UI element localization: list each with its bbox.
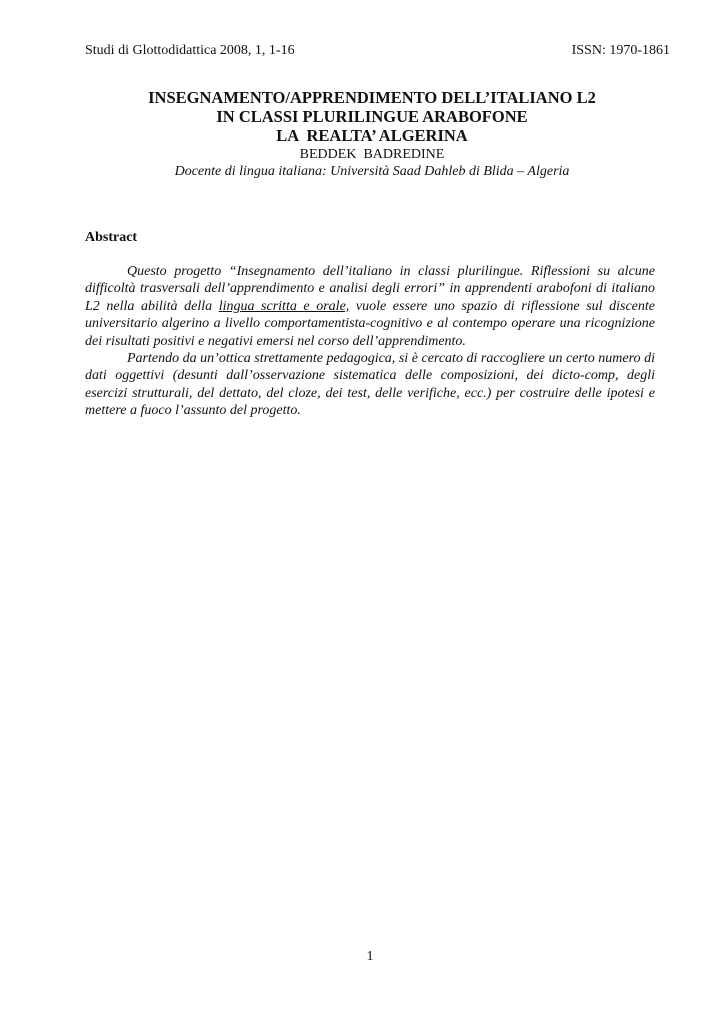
title-line-1: INSEGNAMENTO/APPRENDIMENTO DELL’ITALIANO L2 <box>148 88 596 107</box>
author-name: BEDDEK BADREDINE <box>299 147 445 162</box>
title-line-2: IN CLASSI PLURILINGUE ARABOFONE <box>216 107 528 126</box>
abstract-p1-text-end: vuole essere uno spazio di riflessione sul discente universitario algerino a livello comportamentista-cognitivo e al contempo operare una ricognizione dei risultati positivi e negativi emersi nel corso dell’apprendimento. <box>85 298 655 349</box>
abstract-paragraph-2: Partendo da un’ottica strettamente pedagogica, si è cercato di raccogliere un certo numero di dati oggettivi (desunti dall’osservazione sistematica delle composizioni, dei dicto-comp, degli esercizi strutturali, del dettato, del cloze, dei test, delle verifiche, ecc.) per costruire delle ipotesi e mettere a fuoco l’assunto del progetto. <box>85 351 655 419</box>
title-line-3: LA REALTA’ ALGERINA <box>276 126 468 145</box>
running-header <box>85 42 670 60</box>
abstract-p1-underlined-text: lingua scritta e orale, <box>218 298 350 314</box>
abstract-body <box>85 263 655 420</box>
page-number: 1 <box>366 949 374 964</box>
issn: ISSN: 1970-1861 <box>571 43 670 58</box>
abstract-heading: Abstract <box>85 230 138 245</box>
abstract-paragraph-1 <box>85 263 655 350</box>
journal-citation: Studi di Glottodidattica 2008, 1, 1-16 <box>85 43 295 58</box>
title-block <box>60 88 684 180</box>
abstract-p1-text-start: Questo progetto “Insegnamento dell’italiano in classi plurilingue. Riflessioni su alcune difficoltà trasversali dell’apprendimento e analisi degli errori” in apprendenti arabofoni di italiano L2 nella abilità della <box>85 264 655 314</box>
author-affiliation: Docente di lingua italiana: Università Saad Dahleb di Blida – Algeria <box>174 164 570 179</box>
